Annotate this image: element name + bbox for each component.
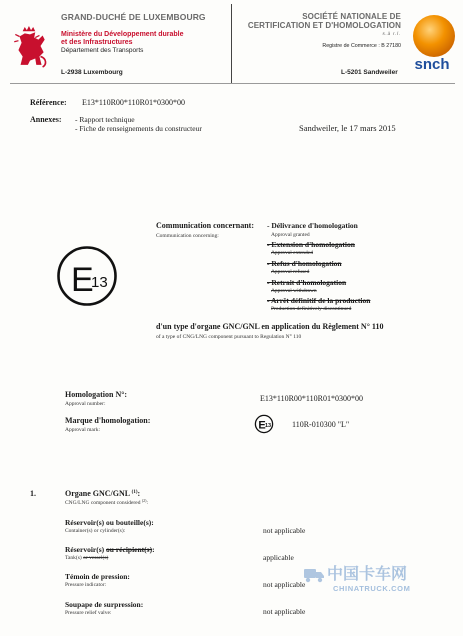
approval-number-label-fr: Homologation N°: [65, 390, 128, 399]
snch-legal-form: s.à r.l. [382, 31, 401, 36]
section-number: 1. [30, 489, 36, 498]
e13-approval-circle-icon [56, 245, 118, 307]
snch-name-line2: CERTIFICATION ET D'HOMOLOGATION [247, 21, 401, 30]
header-divider [231, 4, 232, 84]
approval-number-value: E13*110R00*110R01*0300*00 [260, 394, 363, 403]
watermark-text-cn: 中国卡车网 [327, 564, 408, 583]
snch-name-line1: SOCIÉTÉ NATIONALE DE [302, 12, 401, 21]
item-label-en: Container(s) or cylinder(s): [65, 528, 126, 534]
subject-fr: d'un type d'organe GNC/GNL en application du Règlement N° 110 [156, 322, 384, 331]
lion-emblem-icon [12, 26, 48, 68]
footnote-ref: (2) [141, 498, 147, 503]
snch-logo-text: snch [414, 56, 450, 73]
e13-small-letter: E [258, 419, 266, 432]
item-value: applicable [263, 553, 294, 562]
annexes-label: Annexes: [30, 115, 62, 124]
option-en: Approval extended [271, 250, 313, 256]
option-fr: - Retrait d'homologation [267, 278, 347, 287]
country-name: GRAND-DUCHÉ DE LUXEMBOURG [61, 12, 206, 22]
watermark-text-en: CHINATRUCK.COM [333, 584, 411, 593]
struck-label-part: or vessel(s) [83, 555, 109, 561]
communication-label-fr: Communication concernant: [156, 221, 254, 230]
communication-label-en: Communication concerning: [156, 233, 219, 239]
approval-mark-label-en: Approval mark: [65, 427, 100, 433]
e13-letter: E [71, 261, 94, 299]
option-en: Approval withdrawn [271, 288, 317, 294]
ministry-name-line1: Ministère du Développement durable [61, 31, 184, 38]
option-fr: - Arrêt définitif de la production [267, 296, 371, 305]
option-en: Approval granted [271, 232, 310, 238]
reference-value: E13*110R00*110R01*0300*00 [82, 98, 185, 107]
subject-en: of a type of CNG/LNG component pursuant to Regulation N° 110 [156, 334, 302, 340]
option-fr: - Délivrance d'homologation [267, 221, 358, 230]
ministry-name-line2: et des Infrastructures [61, 39, 133, 46]
option-en: Production definitively discontinued [271, 306, 352, 312]
e13-number: 13 [91, 274, 108, 291]
item-value: not applicable [263, 607, 306, 616]
annex-item: - Fiche de renseignements du constructeur [75, 124, 202, 133]
label-part: Tank(s) [65, 555, 84, 561]
section-title-en [65, 498, 149, 507]
title-text: Organe GNC/GNL [65, 489, 132, 498]
truck-watermark-icon [303, 566, 325, 584]
item-label-fr [65, 546, 155, 554]
item-label-en [65, 556, 108, 562]
snch-registry: Registre de Commerce : B 27180 [322, 43, 401, 49]
approval-number-label-en: Approval number: [65, 401, 106, 407]
approval-mark-value: 110R-010300 "L" [292, 420, 350, 429]
snch-orb-icon [413, 15, 455, 57]
section-title-fr [65, 490, 140, 498]
department-name: Département des Transports [61, 47, 144, 54]
place-date: Sandweiler, le 17 mars 2015 [299, 123, 396, 133]
item-label-fr: Soupape de surpression: [65, 600, 144, 609]
annex-item: - Rapport technique [75, 115, 135, 124]
snch-logo [405, 12, 460, 76]
e13-small-mark-icon [254, 414, 274, 434]
snch-address: L-5201 Sandweiler [341, 69, 398, 76]
item-label-en: Pressure indicator: [65, 582, 107, 588]
title-tail: : [146, 500, 149, 506]
label-part: Réservoir(s) [65, 545, 107, 554]
e13-small-number: 13 [265, 423, 272, 429]
option-fr: - Refus d'homologation [267, 259, 342, 268]
struck-label-part: ou récipient(s) [106, 545, 153, 554]
item-value: not applicable [263, 526, 306, 535]
label-tail: : [152, 545, 155, 554]
ministry-address: L-2938 Luxembourg [61, 69, 123, 76]
item-value: not applicable [263, 580, 306, 589]
item-label-fr: Réservoir(s) ou bouteille(s): [65, 518, 154, 527]
header-rule [10, 83, 455, 84]
option-fr: - Extension d'homologation [267, 240, 355, 249]
item-label-fr: Témoin de pression: [65, 572, 130, 581]
reference-label: Référence: [30, 98, 67, 107]
footnote-ref: (1) [131, 490, 138, 495]
title-text: CNG/LNG component considered [65, 500, 142, 506]
title-tail: : [137, 489, 141, 498]
approval-mark-label-fr: Marque d'homologation: [65, 416, 151, 425]
item-label-en: Pressure relief valve: [65, 610, 112, 616]
option-en: Approval refused [271, 269, 310, 275]
